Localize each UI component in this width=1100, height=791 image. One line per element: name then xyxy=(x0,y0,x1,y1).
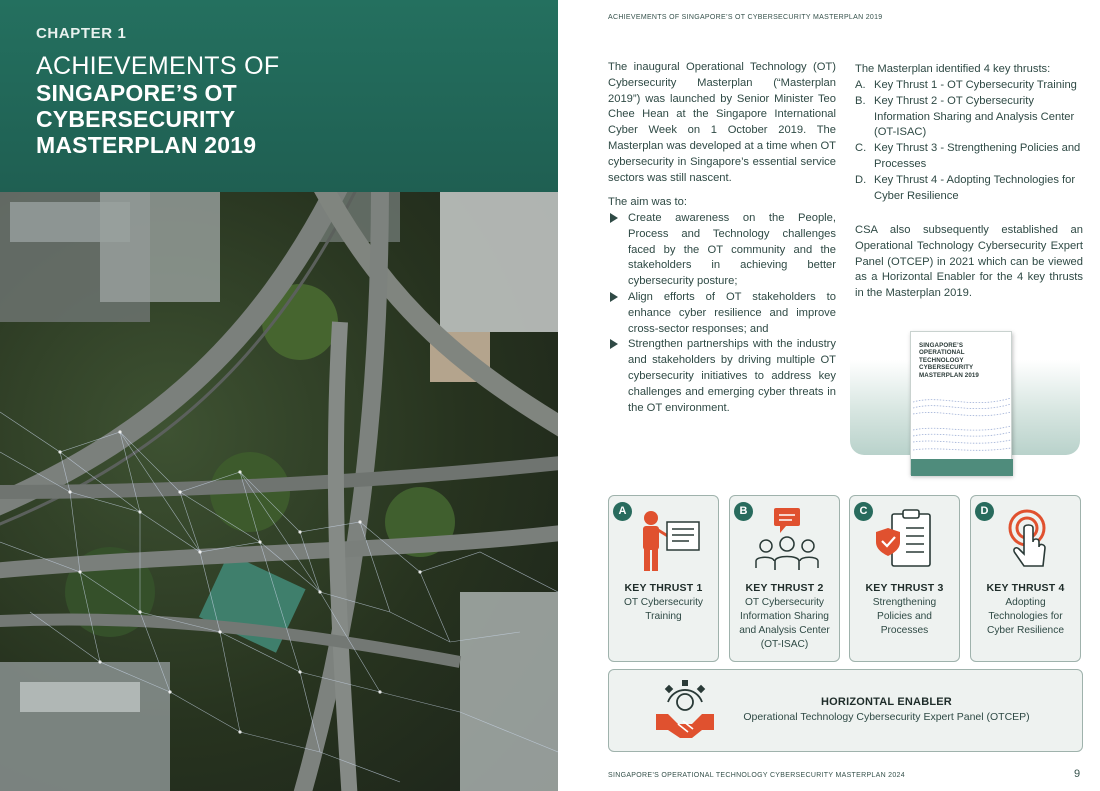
thrust-letter: C. xyxy=(855,142,867,155)
enabler-description: Operational Technology Cybersecurity Expert Panel (OTCEP) xyxy=(743,711,1030,723)
group-chat-icon xyxy=(750,506,822,576)
csa-paragraph: CSA also subsequently established an Operational Technology Cybersecurity Expert Panel (OTCEP) in 2021 which can be viewed as a Horizontal Enabler for the 4 key thrusts in the Masterplan 2019. xyxy=(855,224,1083,300)
book-cover-title: SINGAPORE’S OPERATIONAL TECHNOLOGY CYBERSECURITY MASTERPLAN 2019 xyxy=(919,342,979,379)
card-description: OT Cybersecurity Training xyxy=(623,597,704,622)
aim-item xyxy=(610,211,836,290)
thrust-list-item xyxy=(855,173,1083,205)
aim-item-text: Create awareness on the People, Process and Technology challenges faced by the OT community and the stakeholders in achieving better cybersecurity posture; xyxy=(628,212,836,288)
thrust-text: Key Thrust 1 - OT Cybersecurity Training xyxy=(874,79,1077,91)
masterplan-2019-cover xyxy=(910,331,1012,475)
card-letter-badge: C xyxy=(854,502,873,521)
chapter-title-line1: ACHIEVEMENTS OF xyxy=(36,52,280,80)
card-title: KEY THRUST 2 xyxy=(745,582,824,594)
chapter-header xyxy=(0,0,558,192)
card-title: KEY THRUST 4 xyxy=(986,582,1065,594)
thrusts-intro: The Masterplan identified 4 key thrusts: xyxy=(855,63,1051,75)
card-title: KEY THRUST 1 xyxy=(624,582,703,594)
thrust-letter: A. xyxy=(855,79,866,91)
presenter-icon xyxy=(629,506,701,576)
aim-item-text: Strengthen partnerships with the industry and stakeholders by driving multiple OT cybersecurity initiatives to address key challenges and emerging cyber threats in the OT environment. xyxy=(628,338,836,414)
triangle-bullet-icon xyxy=(610,339,618,349)
card-letter-badge: D xyxy=(975,502,994,521)
triangle-bullet-icon xyxy=(610,292,618,302)
aim-item-text: Align efforts of OT stakeholders to enhance cyber resilience and improve cross-sector responses; and xyxy=(628,290,836,335)
horizontal-enabler-card xyxy=(608,669,1083,752)
chapter-title-line3: CYBERSECURITY xyxy=(36,106,236,132)
card-letter-badge: B xyxy=(734,502,753,521)
key-thrust-2-card xyxy=(729,495,840,662)
chapter-label: CHAPTER 1 xyxy=(36,25,127,42)
key-thrust-4-card xyxy=(970,495,1081,662)
page-number: 9 xyxy=(1074,768,1081,780)
thrust-text: Key Thrust 3 - Strengthening Policies and Processes xyxy=(874,142,1081,170)
thrust-list-item xyxy=(855,78,1083,94)
thrust-list-item xyxy=(855,94,1083,141)
aim-item xyxy=(610,290,836,337)
thrust-list-item xyxy=(855,141,1083,173)
running-footer: SINGAPORE’S OPERATIONAL TECHNOLOGY CYBERSECURITY MASTERPLAN 2024 xyxy=(608,772,905,779)
aerial-city-photo xyxy=(0,192,558,791)
right-page xyxy=(558,0,1100,791)
cover-wave-graphic xyxy=(911,332,1013,476)
thrust-text: Key Thrust 4 - Adopting Technologies for Cyber Resilience xyxy=(874,173,1076,202)
intro-paragraph: The inaugural Operational Technology (OT) Cybersecurity Masterplan (“Masterplan 2019”) was launched by Senior Minister Teo Chee Hean at the Singapore International Cyber Week on 1 October 2019. The Masterplan was developed at a time when OT cybersecurity in Singapore’s essential service sectors was still nascent. xyxy=(608,61,836,184)
aim-list xyxy=(610,211,836,416)
handshake-gear-icon xyxy=(654,678,716,744)
aim-intro: The aim was to: xyxy=(608,196,687,208)
triangle-bullet-icon xyxy=(610,213,618,223)
thrust-text: Key Thrust 2 - OT Cybersecurity Information Sharing and Analysis Center (OT-ISAC) xyxy=(874,94,1075,139)
key-thrust-3-card xyxy=(849,495,960,662)
thrust-list xyxy=(855,78,1083,204)
chapter-title-line2: SINGAPORE’S OT xyxy=(36,80,237,106)
key-thrust-1-card xyxy=(608,495,719,662)
card-description: OT Cybersecurity Information Sharing and Analysis Center (OT-ISAC) xyxy=(739,597,830,650)
enabler-title: HORIZONTAL ENABLER xyxy=(821,696,952,708)
aim-item xyxy=(610,337,836,416)
card-description: Strengthening Policies and Processes xyxy=(872,597,937,636)
card-title: KEY THRUST 3 xyxy=(865,582,944,594)
running-header: ACHIEVEMENTS OF SINGAPORE’S OT CYBERSECURITY MASTERPLAN 2019 xyxy=(608,14,883,21)
thrust-letter: D. xyxy=(855,173,867,186)
clipboard-shield-icon xyxy=(870,506,942,576)
chapter-title-line4: MASTERPLAN 2019 xyxy=(36,132,257,158)
card-letter-badge: A xyxy=(613,502,632,521)
thrust-letter: B. xyxy=(855,94,866,107)
card-description: Adopting Technologies for Cyber Resilience xyxy=(986,597,1064,636)
aerial-city-illustration xyxy=(0,192,558,791)
touch-tap-icon xyxy=(991,506,1063,576)
